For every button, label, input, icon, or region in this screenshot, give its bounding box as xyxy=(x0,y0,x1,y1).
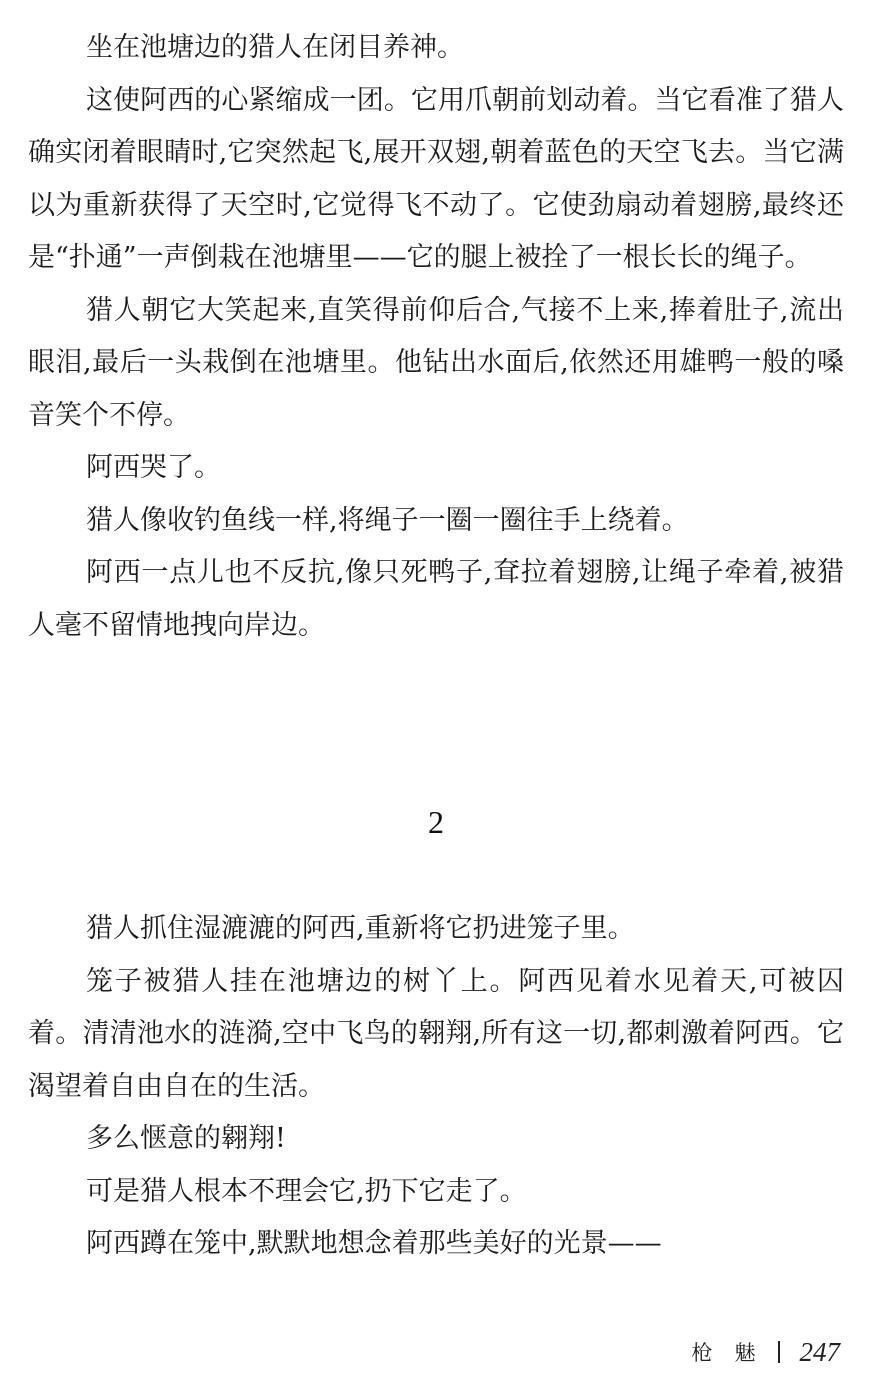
paragraph: 这使阿西的心紧缩成一团。它用爪朝前划动着。当它看准了猎人确实闭着眼睛时,它突然起飞,展开双翅,朝着蓝色的天空飞去。当它满以为重新获得了天空时,它觉得飞不动了。它使劲扇动着翅膀,最终还是“扑通”一声倒栽在池塘里——它的腿上被拴了一根长长的绳子。 xyxy=(28,84,844,273)
paragraph: 坐在池塘边的猎人在闭目养神。 xyxy=(86,32,464,63)
running-title: 枪魅 xyxy=(691,1341,778,1365)
paragraph: 猎人朝它大笑起来,直笑得前仰后合,气接不上来,捧着肚子,流出眼泪,最后一头栽倒在池塘里。他钻出水面后,依然还用雄鸭一般的嗓音笑个不停。 xyxy=(28,294,844,431)
paragraph: 可是猎人根本不理会它,扔下它走了。 xyxy=(86,1175,527,1207)
paragraph: 猎人抓住湿漉漉的阿西,重新将它扔进笼子里。 xyxy=(86,913,635,944)
paragraph: 阿西一点儿也不反抗,像只死鸭子,耷拉着翅膀,让绳子牵着,被猎人毫不留情地拽向岸边。 xyxy=(28,557,844,641)
section-number: 2 xyxy=(428,804,444,840)
paragraph: 阿西蹲在笼中,默默地想念着那些美好的光景—— xyxy=(86,1228,662,1259)
section-1-body xyxy=(28,22,844,652)
section-2-body xyxy=(28,903,844,1271)
footer-divider xyxy=(778,1341,780,1363)
paragraph: 猎人像收钓鱼线一样,将绳子一圈一圈往手上绕着。 xyxy=(86,504,689,536)
paragraph: 阿西哭了。 xyxy=(86,452,221,483)
page-number: 247 xyxy=(799,1336,840,1367)
paragraph: 多么惬意的翱翔! xyxy=(86,1123,286,1154)
page-footer xyxy=(692,1332,841,1372)
paragraph: 笼子被猎人挂在池塘边的树丫上。阿西见着水见着天,可被囚着。清清池水的涟漪,空中飞鸟的翱翔,所有这一切,都刺激着阿西。它渴望着自由自在的生活。 xyxy=(28,965,844,1102)
